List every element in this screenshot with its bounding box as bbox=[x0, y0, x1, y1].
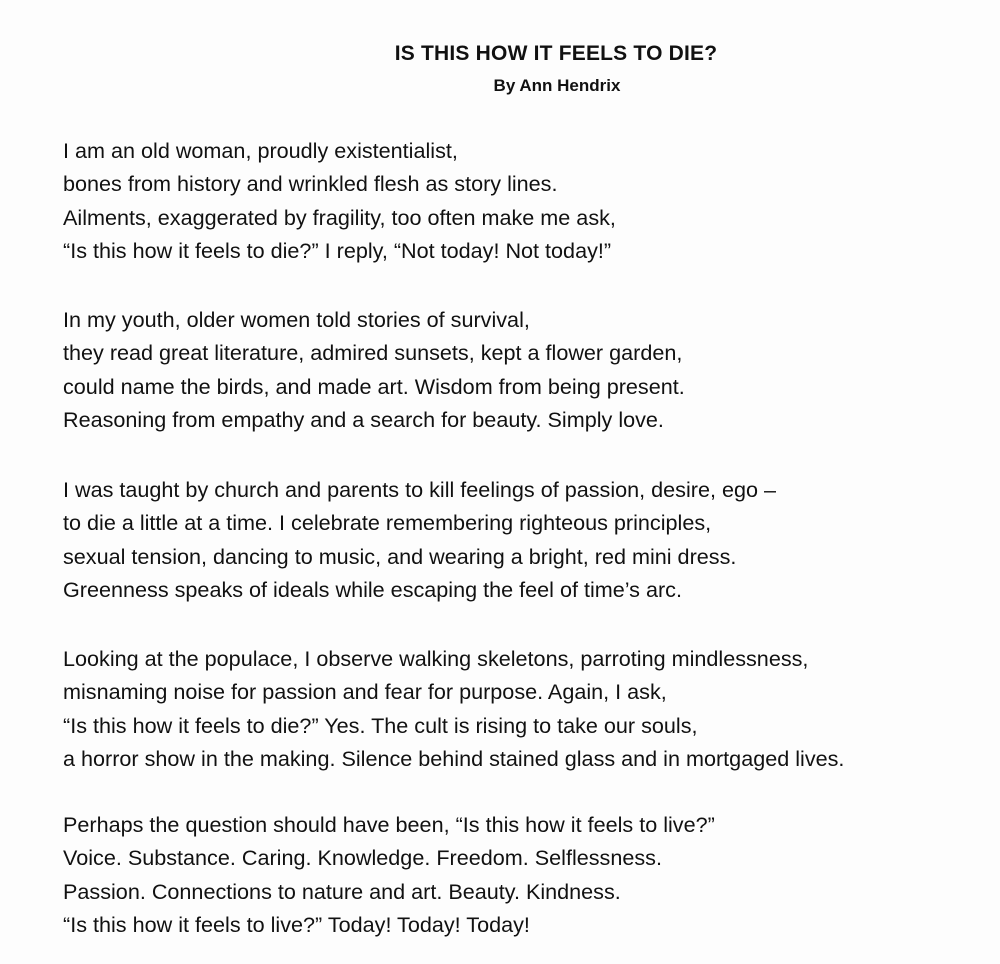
stanza-5 bbox=[63, 808, 993, 941]
poem-line: “Is this how it feels to live?” Today! Today! Today! bbox=[63, 911, 530, 937]
stanza-1 bbox=[63, 134, 993, 267]
poem-line: sexual tension, dancing to music, and wearing a bright, red mini dress. bbox=[63, 543, 737, 569]
poem-line: “Is this how it feels to die?” Yes. The cult is rising to take our souls, bbox=[63, 712, 698, 738]
poem-title: IS THIS HOW IT FEELS TO DIE? bbox=[394, 42, 718, 65]
stanza-3 bbox=[63, 473, 993, 606]
poem-line: Greenness speaks of ideals while escaping the feel of time’s arc. bbox=[63, 576, 682, 602]
poem-line: to die a little at a time. I celebrate remembering righteous principles, bbox=[63, 510, 712, 536]
poem-line: In my youth, older women told stories of survival, bbox=[63, 307, 530, 332]
poem-line: Reasoning from empathy and a search for beauty. Simply love. bbox=[63, 406, 664, 432]
poem-line: bones from history and wrinkled flesh as story lines. bbox=[63, 171, 558, 197]
stanza-2 bbox=[63, 303, 993, 436]
poem-line: a horror show in the making. Silence behind stained glass and in mortgaged lives. bbox=[63, 745, 845, 771]
poem-line: Ailments, exaggerated by fragility, too often make me ask, bbox=[63, 204, 616, 230]
poem-line: Passion. Connections to nature and art. Beauty. Kindness. bbox=[63, 878, 621, 904]
poem-line: I was taught by church and parents to kill feelings of passion, desire, ego – bbox=[63, 477, 777, 502]
poem-author: By Ann Hendrix bbox=[493, 76, 621, 95]
poem-line: misnaming noise for passion and fear for purpose. Again, I ask, bbox=[63, 679, 667, 705]
poem-line: Voice. Substance. Caring. Knowledge. Freedom. Selflessness. bbox=[63, 845, 662, 871]
poem-line: they read great literature, admired sunsets, kept a flower garden, bbox=[63, 340, 683, 366]
poem-line: I am an old woman, proudly existentialist, bbox=[63, 138, 458, 163]
poem-line: Perhaps the question should have been, “Is this how it feels to live?” bbox=[63, 812, 715, 837]
stanza-4 bbox=[63, 642, 993, 775]
poem-line: could name the birds, and made art. Wisdom from being present. bbox=[63, 373, 685, 399]
poem-line: Looking at the populace, I observe walking skeletons, parroting mindlessness, bbox=[63, 646, 809, 671]
poem-line: “Is this how it feels to die?” I reply, “Not today! Not today!” bbox=[63, 237, 612, 263]
